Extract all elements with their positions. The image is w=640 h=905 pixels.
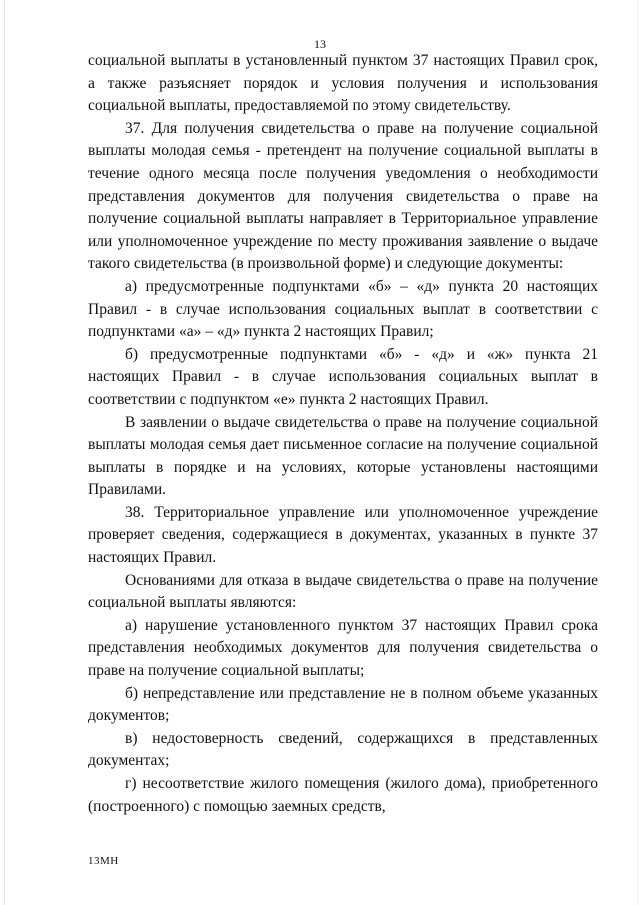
paragraph: б) непредставление или представление не в полном объеме указанных документов;	[88, 684, 598, 725]
paragraph: В заявлении о выдаче свидетельства о праве на получение социальной выплаты молодая семья дает письменное согласие на получение социальной выплаты в порядке и на условиях, которые установлены настоящими Правилами.	[88, 413, 598, 499]
document-body	[88, 50, 598, 818]
scan-edge-right	[637, 0, 638, 905]
footer-code: 13МН	[88, 855, 119, 867]
paragraph: г) несоответствие жилого помещения (жилого дома), приобретенного (построенного) с помощью заемных средств,	[88, 775, 598, 815]
paragraph: а) нарушение установленного пунктом 37 настоящих Правил срока представления необходимых документов для получения свидетельства о праве на получение социальной выплаты;	[88, 616, 598, 680]
paragraph: 37. Для получения свидетельства о праве на получение социальной выплаты молодая семья - претендент на получение социальной выплаты в течение одного месяца после получения уведомления о необходимости представления документов для получения свидетельства о праве на получение социальной выплаты направляет в Территориальное управление или уполномоченное учреждение по месту проживания заявление о выдаче такого свидетельства (в произвольной форме) и следующие документы:	[88, 119, 598, 273]
paragraph: 38. Территориальное управление или уполномоченное учреждение проверяет сведения, содержащиеся в документах, указанных в пункте 37 настоящих Правил.	[88, 503, 598, 567]
paragraph: б) предусмотренные подпунктами «б» - «д» и «ж» пункта 21 настоящих Правил - в случае использования социальных выплат в соответствии с подпунктом «е» пункта 2 настоящих Правил.	[88, 345, 598, 408]
paragraph: а) предусмотренные подпунктами «б» – «д» пункта 20 настоящих Правил - в случае использования социальных выплат в соответствии с подпунктами «а» – «д» пункта 2 настоящих Правил;	[88, 277, 598, 341]
paragraph: в) недостоверность сведений, содержащихся в представленных документах;	[88, 729, 598, 770]
paragraph: Основаниями для отказа в выдаче свидетельства о праве на получение социальной выплаты являются:	[88, 571, 598, 612]
paragraph: социальной выплаты в установленный пунктом 37 настоящих Правил срок, а также разъясняет порядок и условия получения и использования социальной выплаты, предоставляемой по этому свидетельству.	[88, 52, 598, 115]
scan-edge-left	[4, 0, 5, 905]
page-number: 13	[314, 37, 326, 51]
